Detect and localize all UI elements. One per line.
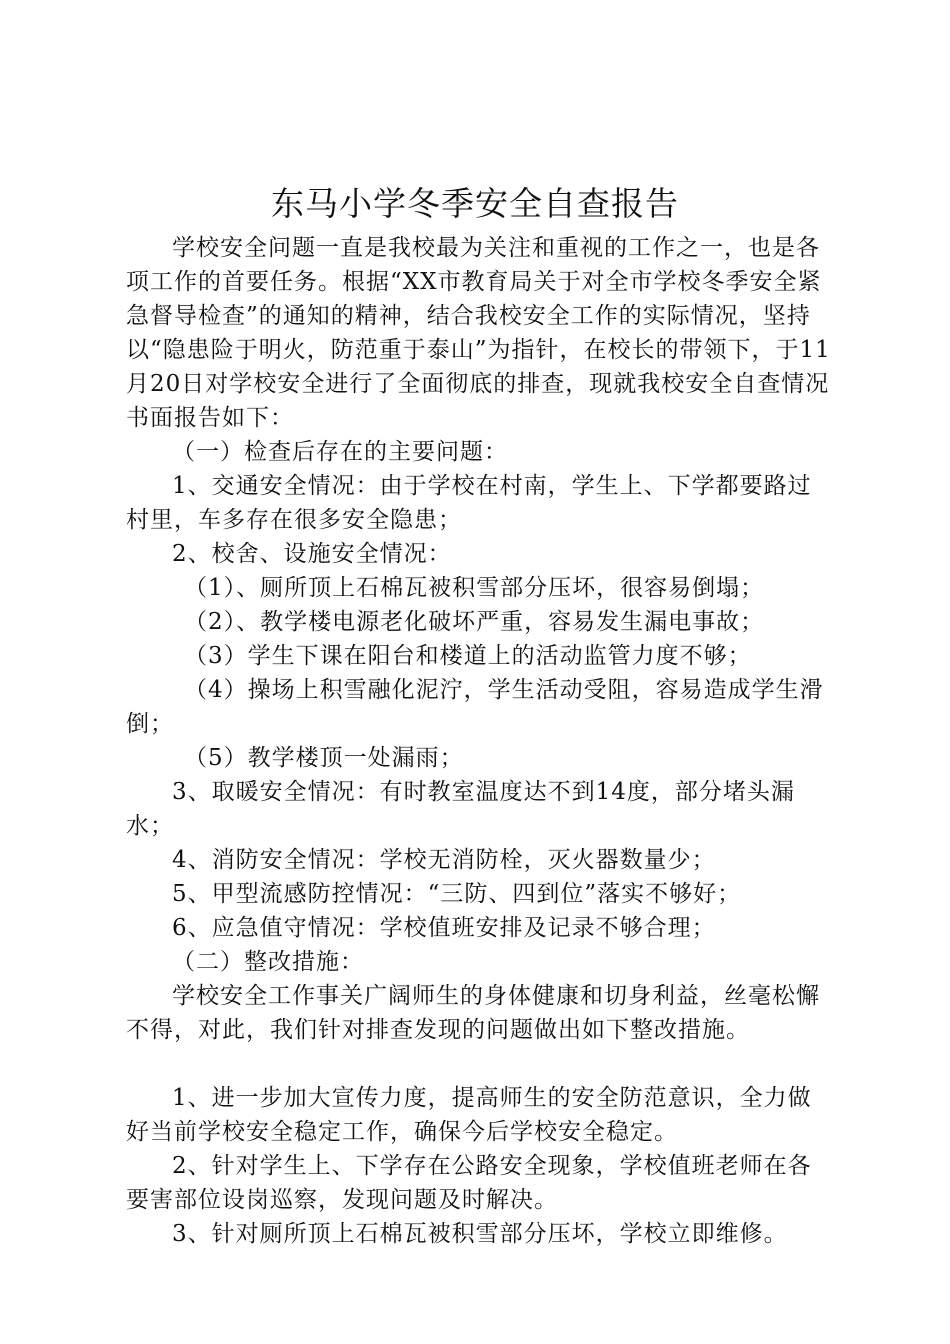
problem-item-5: 5、甲型流感防控情况：“三防、四到位”落实不够好；: [172, 881, 742, 907]
document-title: 东马小学冬季安全自查报告: [271, 184, 679, 223]
measure-item-2: 2、针对学生上、下学存在公路安全现象，学校值班老师在各要害部位设岗巡察，发现问题及时解决。: [126, 1153, 812, 1213]
section1-heading: （一）检查后存在的主要问题：: [172, 439, 508, 465]
problem-item-1: 1、交通安全情况：由于学校在村南，学生上、下学都要路过村里，车多存在很多安全隐患；: [126, 473, 812, 533]
problem-item-3: 3、取暖安全情况：有时教室温度达不到14度，部分堵头漏水；: [126, 779, 795, 839]
section2-intro: 学校安全工作事关广阔师生的身体健康和切身利益，丝毫松懈不得，对此，我们针对排查发现的问题做出如下整改措施。: [126, 983, 820, 1043]
paragraph-gap: [126, 1047, 832, 1081]
problem-subitem-5: （5）教学楼顶一处漏雨；: [184, 745, 464, 771]
intro-paragraph: 学校安全问题一直是我校最为关注和重视的工作之一，也是各项工作的首要任务。根据“XX市教育局关于对全市学校冬季安全紧急督导检查”的通知的精神，结合我校安全工作的实际情况，坚持以“隐患险于明火，防范重于泰山”为指针，在校长的带领下，于11月20日对学校安全进行了全面彻底的排查，现就我校安全自查情况书面报告如下：: [126, 235, 831, 431]
problem-subitem-2: （2）、教学楼电源老化破坏严重，容易发生漏电事故；: [184, 609, 765, 635]
document-body: [126, 231, 832, 1251]
section2-heading: （二）整改措施：: [172, 949, 364, 975]
problem-item-2: 2、校舍、设施安全情况：: [172, 541, 452, 567]
problem-item-4: 4、消防安全情况：学校无消防栓，灭火器数量少；: [172, 847, 716, 873]
problem-subitem-4: （4）操场上积雪融化泥泞，学生活动受阻，容易造成学生滑倒；: [126, 677, 824, 737]
problem-subitem-1: （1）、厕所顶上石棉瓦被积雪部分压坏，很容易倒塌；: [184, 575, 765, 601]
problem-subitem-3: （3）学生下课在阳台和楼道上的活动监管力度不够；: [184, 643, 752, 669]
measure-item-1: 1、进一步加大宣传力度，提高师生的安全防范意识，全力做好当前学校安全稳定工作，确保今后学校安全稳定。: [126, 1085, 812, 1145]
problem-item-6: 6、应急值守情况：学校值班安排及记录不够合理；: [172, 915, 716, 941]
measure-item-3: 3、针对厕所顶上石棉瓦被积雪部分压坏，学校立即维修。: [172, 1221, 788, 1247]
